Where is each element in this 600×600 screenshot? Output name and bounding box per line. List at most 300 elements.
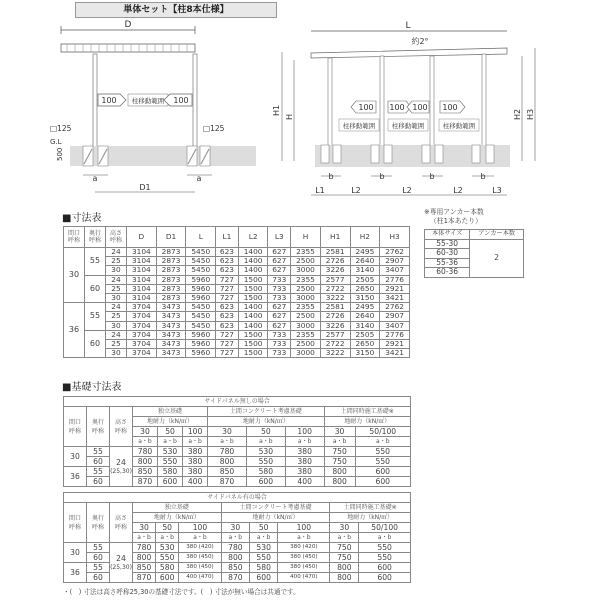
side-view-diagram	[270, 16, 560, 206]
foundation-value: 870	[133, 477, 158, 487]
foundation-value: 380	[183, 447, 208, 457]
table-cell: 2873	[156, 257, 186, 266]
move-right-value: 100	[173, 96, 189, 105]
table-cell: 623	[216, 248, 239, 257]
table-cell: 733	[268, 330, 291, 339]
label-H: H	[285, 113, 294, 120]
table-cell: 2650	[350, 340, 380, 349]
table-cell: 2921	[380, 340, 410, 349]
table-cell: 3473	[156, 330, 186, 339]
group-slab-considered: 土間コンクリート考慮基礎	[208, 407, 324, 417]
table-cell: 30	[106, 321, 127, 330]
bearing-label: 地耐力（kN/㎡）	[133, 513, 222, 523]
foundation-value: 380 (450)	[278, 553, 330, 563]
table-cell: 3421	[380, 349, 410, 358]
cell-depth: 60	[87, 573, 110, 583]
table-cell: 5960	[186, 349, 216, 358]
foundation-value: 600	[359, 573, 411, 583]
table-cell: 3140	[350, 266, 380, 275]
table-cell: 727	[216, 294, 239, 303]
table-cell: 733	[268, 275, 291, 284]
foundation-table	[63, 396, 411, 487]
header-depth: 奥行 呼称	[85, 227, 106, 248]
move-left-value: 100	[101, 96, 117, 105]
foundation-value: 380	[285, 457, 324, 467]
anchor-table	[424, 229, 524, 278]
table-cell: 5960	[186, 275, 216, 284]
foundation-value: 600	[158, 477, 183, 487]
foundation-value: 800	[324, 467, 355, 477]
foundation-value: 580	[250, 563, 278, 573]
table-cell: 2873	[156, 275, 186, 284]
height-sub: (25,30)	[110, 563, 132, 571]
ab-label: a・b	[133, 437, 158, 447]
foundation-caption: サイドパネル有の場合	[64, 493, 411, 503]
table-cell: 5960	[186, 340, 216, 349]
bearing-value: 30	[324, 427, 355, 437]
table-cell: 2722	[320, 340, 350, 349]
table-cell: 2505	[350, 330, 380, 339]
cell-frontage: 36	[64, 563, 87, 583]
group-simultaneous: 土間同時施工基礎※	[324, 407, 410, 417]
foundation-value: 780	[133, 447, 158, 457]
header-frontage: 間口 呼称	[64, 227, 85, 248]
foundation-value: 800	[324, 477, 355, 487]
foundation-value: 400	[183, 477, 208, 487]
table-cell: 3226	[320, 321, 350, 330]
table-cell: 25	[106, 257, 127, 266]
header-height: 高さ 呼称	[106, 227, 127, 248]
cell-depth: 60	[87, 477, 110, 487]
table-cell: 3000	[291, 294, 321, 303]
table-cell: 24	[106, 248, 127, 257]
label-L2-3: L2	[453, 186, 463, 195]
table-cell: 3704	[127, 349, 157, 358]
label-b-4: b	[480, 172, 486, 181]
table-cell: 2726	[320, 312, 350, 321]
table-cell: 24	[106, 303, 127, 312]
bearing-value: 30	[221, 523, 249, 533]
table-cell: 3421	[380, 294, 410, 303]
foundation-value: 580	[246, 467, 285, 477]
table-cell: 5960	[186, 284, 216, 293]
table-cell: 3704	[127, 303, 157, 312]
table-cell: 2762	[380, 248, 410, 257]
header-H2: H2	[350, 227, 380, 248]
table-cell: 1400	[238, 257, 268, 266]
label-gl: G.L	[50, 138, 62, 146]
table-cell: 727	[216, 275, 239, 284]
foundation-value: 800	[133, 553, 156, 563]
table-cell: 623	[216, 266, 239, 275]
table-cell: 25	[106, 340, 127, 349]
ab-label: a・b	[179, 533, 222, 543]
foundation-value: 550	[359, 553, 411, 563]
foundation-value: 400	[285, 477, 324, 487]
foundation-value: 850	[133, 467, 158, 477]
table-cell: 3704	[127, 312, 157, 321]
foundation-value: 380	[285, 447, 324, 457]
table-cell: 5960	[186, 330, 216, 339]
table-cell: 3104	[127, 294, 157, 303]
dimension-table-row	[64, 312, 410, 321]
table-cell: 733	[268, 284, 291, 293]
ab-label: a・b	[133, 533, 156, 543]
ab-label: a・b	[221, 533, 249, 543]
bearing-value: 50	[246, 427, 285, 437]
cell-height	[110, 543, 133, 583]
table-cell: 1400	[238, 266, 268, 275]
cell-frontage: 36	[64, 467, 87, 487]
ab-label: a・b	[250, 533, 278, 543]
foundation-value: 550	[355, 457, 410, 467]
foundation-value: 550	[246, 457, 285, 467]
table-cell: 1400	[238, 303, 268, 312]
table-cell: 5960	[186, 294, 216, 303]
set-title: 単体セット【柱8本仕様】	[75, 2, 277, 18]
table-cell: 2873	[156, 294, 186, 303]
foundation-value: 800	[330, 563, 359, 573]
ab-label: a・b	[278, 533, 330, 543]
cell-height	[110, 447, 133, 487]
table-cell: 1500	[238, 349, 268, 358]
table-cell: 627	[268, 266, 291, 275]
label-L1: L1	[315, 186, 325, 195]
foundation-value: 380	[183, 467, 208, 477]
cell-frontage: 30	[64, 248, 85, 303]
table-cell: 3140	[350, 321, 380, 330]
table-cell: 2581	[320, 303, 350, 312]
table-cell: 2581	[320, 248, 350, 257]
table-cell: 30	[106, 294, 127, 303]
foundation-value: 580	[156, 563, 179, 573]
cell-frontage: 36	[64, 303, 85, 358]
table-cell: 25	[106, 284, 127, 293]
label-slope: 約2°	[411, 37, 429, 46]
table-cell: 3473	[156, 312, 186, 321]
cell-depth: 55	[85, 248, 106, 276]
dimension-table-title: ■寸法表	[62, 213, 102, 224]
table-cell: 30	[106, 266, 127, 275]
ab-label: a・b	[359, 533, 411, 543]
foundation-value: 380 (420)	[278, 543, 330, 553]
table-cell: 5450	[186, 312, 216, 321]
table-cell: 2776	[380, 330, 410, 339]
cell-depth: 60	[85, 330, 106, 358]
cell-frontage: 30	[64, 447, 87, 467]
foundation-value: 850	[208, 467, 247, 477]
foundation-value: 400 (470)	[278, 573, 330, 583]
table-cell: 623	[216, 321, 239, 330]
label-depth-500: 500	[56, 147, 64, 161]
table-cell: 623	[216, 257, 239, 266]
dimension-table-row	[64, 266, 410, 275]
header-L: L	[186, 227, 216, 248]
anchor-size-1: 55-30	[425, 239, 470, 249]
bearing-value: 100	[183, 427, 208, 437]
label-L: L	[405, 21, 411, 31]
ab-label: a・b	[208, 437, 247, 447]
table-cell: 1500	[238, 284, 268, 293]
table-cell: 2577	[320, 275, 350, 284]
foundation-value: 530	[250, 543, 278, 553]
bearing-label: 地耐力（kN/㎡）	[221, 513, 330, 523]
bearing-value: 100	[285, 427, 324, 437]
header-H: H	[291, 227, 321, 248]
ab-label: a・b	[355, 437, 410, 447]
height-sub: (25,30)	[110, 467, 132, 475]
cell-depth: 55	[85, 303, 106, 331]
foundation-table-with-panel	[63, 492, 411, 583]
ab-label: a・b	[285, 437, 324, 447]
foundation-value: 600	[250, 573, 278, 583]
foundation-caption: サイドパネル無しの場合	[64, 397, 411, 407]
cell-depth: 55	[87, 543, 110, 553]
dimension-table-row	[64, 275, 410, 284]
header-frontage: 間口 呼称	[64, 503, 87, 543]
bearing-label: 地耐力（kN/㎡）	[324, 417, 410, 427]
table-cell: 1500	[238, 275, 268, 284]
ab-label: a・b	[324, 437, 355, 447]
bearing-value: 50	[156, 523, 179, 533]
table-cell: 2873	[156, 266, 186, 275]
table-cell: 2505	[350, 275, 380, 284]
label-H2: H2	[513, 108, 522, 120]
table-cell: 623	[216, 312, 239, 321]
table-cell: 627	[268, 312, 291, 321]
anchor-size-3: 55-36	[425, 258, 470, 268]
foundation-value: 800	[133, 457, 158, 467]
foundation-value: 600	[355, 477, 410, 487]
foundation-value: 750	[330, 553, 359, 563]
header-height: 高さ 呼称	[110, 503, 133, 543]
label-L2-2: L2	[402, 186, 412, 195]
foundation-value: 550	[158, 457, 183, 467]
table-cell: 727	[216, 349, 239, 358]
foundation-value: 800	[208, 457, 247, 467]
foundation-value: 530	[246, 447, 285, 457]
foundation-row	[64, 447, 411, 457]
header-depth: 奥行 呼称	[87, 503, 110, 543]
front-view-diagram	[40, 16, 260, 196]
table-cell: 2495	[350, 248, 380, 257]
foundation-value: 800	[330, 573, 359, 583]
dimension-table-row	[64, 321, 410, 330]
foundation-value: 850	[133, 563, 156, 573]
table-cell: 733	[268, 349, 291, 358]
table-cell: 3704	[127, 330, 157, 339]
foundation-title: ■基礎寸法表	[62, 382, 122, 393]
table-cell: 3473	[156, 321, 186, 330]
header-D: D	[127, 227, 157, 248]
table-cell: 3407	[380, 321, 410, 330]
anchor-note-1: ※専用アンカー本数	[424, 208, 484, 216]
foundation-row	[64, 543, 411, 553]
foundation-value: 550	[156, 553, 179, 563]
table-cell: 5450	[186, 303, 216, 312]
table-cell: 3104	[127, 248, 157, 257]
header-L2: L2	[238, 227, 268, 248]
bearing-value: 30	[133, 427, 158, 437]
foundation-value: 600	[246, 477, 285, 487]
foundation-value: 780	[133, 543, 156, 553]
table-cell: 1400	[238, 321, 268, 330]
table-cell: 5450	[186, 321, 216, 330]
table-cell: 30	[106, 349, 127, 358]
foundation-value: 380 (450)	[179, 553, 222, 563]
foundation-value: 600	[359, 563, 411, 573]
cell-depth: 60	[87, 457, 110, 467]
foundation-value: 870	[221, 573, 249, 583]
foundation-value: 780	[208, 447, 247, 457]
table-cell: 2577	[320, 330, 350, 339]
bearing-label: 地耐力（kN/㎡）	[133, 417, 208, 427]
cell-frontage: 30	[64, 543, 87, 563]
header-L1: L1	[216, 227, 239, 248]
header-frontage: 間口 呼称	[64, 407, 87, 447]
table-cell: 727	[216, 330, 239, 339]
label-H1: H1	[272, 104, 281, 116]
label-post-left: □125	[50, 124, 72, 133]
table-cell: 3473	[156, 340, 186, 349]
cell-depth: 55	[87, 563, 110, 573]
table-cell: 2726	[320, 257, 350, 266]
dimension-table	[63, 226, 410, 358]
foundation-value: 380 (450)	[179, 563, 222, 573]
table-cell: 3704	[127, 340, 157, 349]
table-cell: 5450	[186, 266, 216, 275]
table-cell: 2873	[156, 284, 186, 293]
foundation-value: 550	[250, 553, 278, 563]
foundation-value: 850	[221, 563, 249, 573]
table-cell: 5450	[186, 248, 216, 257]
table-cell: 3226	[320, 266, 350, 275]
dimension-table-header	[64, 227, 410, 248]
foundation-value: 380	[183, 457, 208, 467]
table-cell: 3473	[156, 303, 186, 312]
label-b-3: b	[429, 172, 435, 181]
group-simultaneous: 土間同時施工基礎※	[330, 503, 411, 513]
table-cell: 627	[268, 257, 291, 266]
bearing-value: 50/100	[355, 427, 410, 437]
bearing-value: 50	[250, 523, 278, 533]
table-cell: 2495	[350, 303, 380, 312]
ab-label: a・b	[246, 437, 285, 447]
table-cell: 25	[106, 312, 127, 321]
table-cell: 3000	[291, 266, 321, 275]
table-cell: 3104	[127, 284, 157, 293]
foundation-value: 400 (470)	[179, 573, 222, 583]
table-cell: 2650	[350, 284, 380, 293]
table-cell: 627	[268, 321, 291, 330]
table-cell: 1500	[238, 294, 268, 303]
table-cell: 2355	[291, 248, 321, 257]
foundation-value: 600	[156, 573, 179, 583]
foundation-value: 870	[208, 477, 247, 487]
table-cell: 2500	[291, 340, 321, 349]
cell-depth: 55	[87, 467, 110, 477]
table-cell: 24	[106, 330, 127, 339]
side-move-3-value: 100	[442, 103, 458, 112]
table-cell: 2500	[291, 312, 321, 321]
label-post-right: □125	[203, 124, 225, 133]
label-L2-1: L2	[351, 186, 361, 195]
bearing-value: 30	[208, 427, 247, 437]
table-cell: 3150	[350, 349, 380, 358]
table-cell: 24	[106, 275, 127, 284]
foundation-value: 530	[158, 447, 183, 457]
foundation-value: 800	[221, 553, 249, 563]
label-L3: L3	[492, 186, 502, 195]
foundation-value: 750	[324, 447, 355, 457]
side-move-1-value: 100	[358, 103, 374, 112]
table-cell: 623	[216, 303, 239, 312]
side-move-2-right: 100	[412, 103, 428, 112]
table-cell: 1500	[238, 340, 268, 349]
table-cell: 2762	[380, 303, 410, 312]
header-D1: D1	[156, 227, 186, 248]
foundation-table	[63, 492, 411, 583]
ab-label: a・b	[330, 533, 359, 543]
foundation-value: 580	[158, 467, 183, 477]
table-cell: 1400	[238, 248, 268, 257]
table-cell: 3000	[291, 321, 321, 330]
label-b-1: b	[328, 172, 334, 181]
table-cell: 5450	[186, 257, 216, 266]
header-H1: H1	[320, 227, 350, 248]
table-cell: 3104	[127, 266, 157, 275]
table-cell: 3704	[127, 321, 157, 330]
table-cell: 2500	[291, 257, 321, 266]
side-move-2-label: 柱移動範囲	[391, 122, 425, 130]
table-cell: 2921	[380, 284, 410, 293]
anchor-header-count: アンカー本数	[470, 230, 524, 240]
bearing-value: 100	[179, 523, 222, 533]
foundation-value: 750	[324, 457, 355, 467]
table-cell: 733	[268, 340, 291, 349]
table-cell: 2873	[156, 248, 186, 257]
dimension-table-row	[64, 349, 410, 358]
label-b-2: b	[379, 172, 385, 181]
foundation-value: 380 (420)	[179, 543, 222, 553]
foundation-table-no-panel	[63, 396, 411, 487]
anchor-size-2: 60-30	[425, 249, 470, 259]
foundation-value: 380	[285, 467, 324, 477]
table-cell: 3407	[380, 266, 410, 275]
foundation-value: 530	[156, 543, 179, 553]
bearing-value: 50	[158, 427, 183, 437]
foundation-value: 600	[355, 467, 410, 477]
side-move-1-label: 柱移動範囲	[342, 122, 376, 130]
cell-depth: 60	[85, 275, 106, 303]
label-a-right: a	[196, 174, 202, 183]
anchor-size-4: 60-36	[425, 268, 470, 278]
table-cell: 2355	[291, 275, 321, 284]
table-cell: 3222	[320, 349, 350, 358]
table-cell: 3000	[291, 349, 321, 358]
group-independent: 独立基礎	[133, 503, 222, 513]
table-cell: 1400	[238, 312, 268, 321]
table-cell: 727	[216, 340, 239, 349]
header-L3: L3	[268, 227, 291, 248]
table-cell: 2907	[380, 257, 410, 266]
label-H3: H3	[526, 108, 535, 120]
table-cell: 2722	[320, 284, 350, 293]
foundation-value: 550	[359, 543, 411, 553]
bearing-value: 30	[330, 523, 359, 533]
foundation-value: 550	[355, 447, 410, 457]
bearing-value: 50/100	[359, 523, 411, 533]
